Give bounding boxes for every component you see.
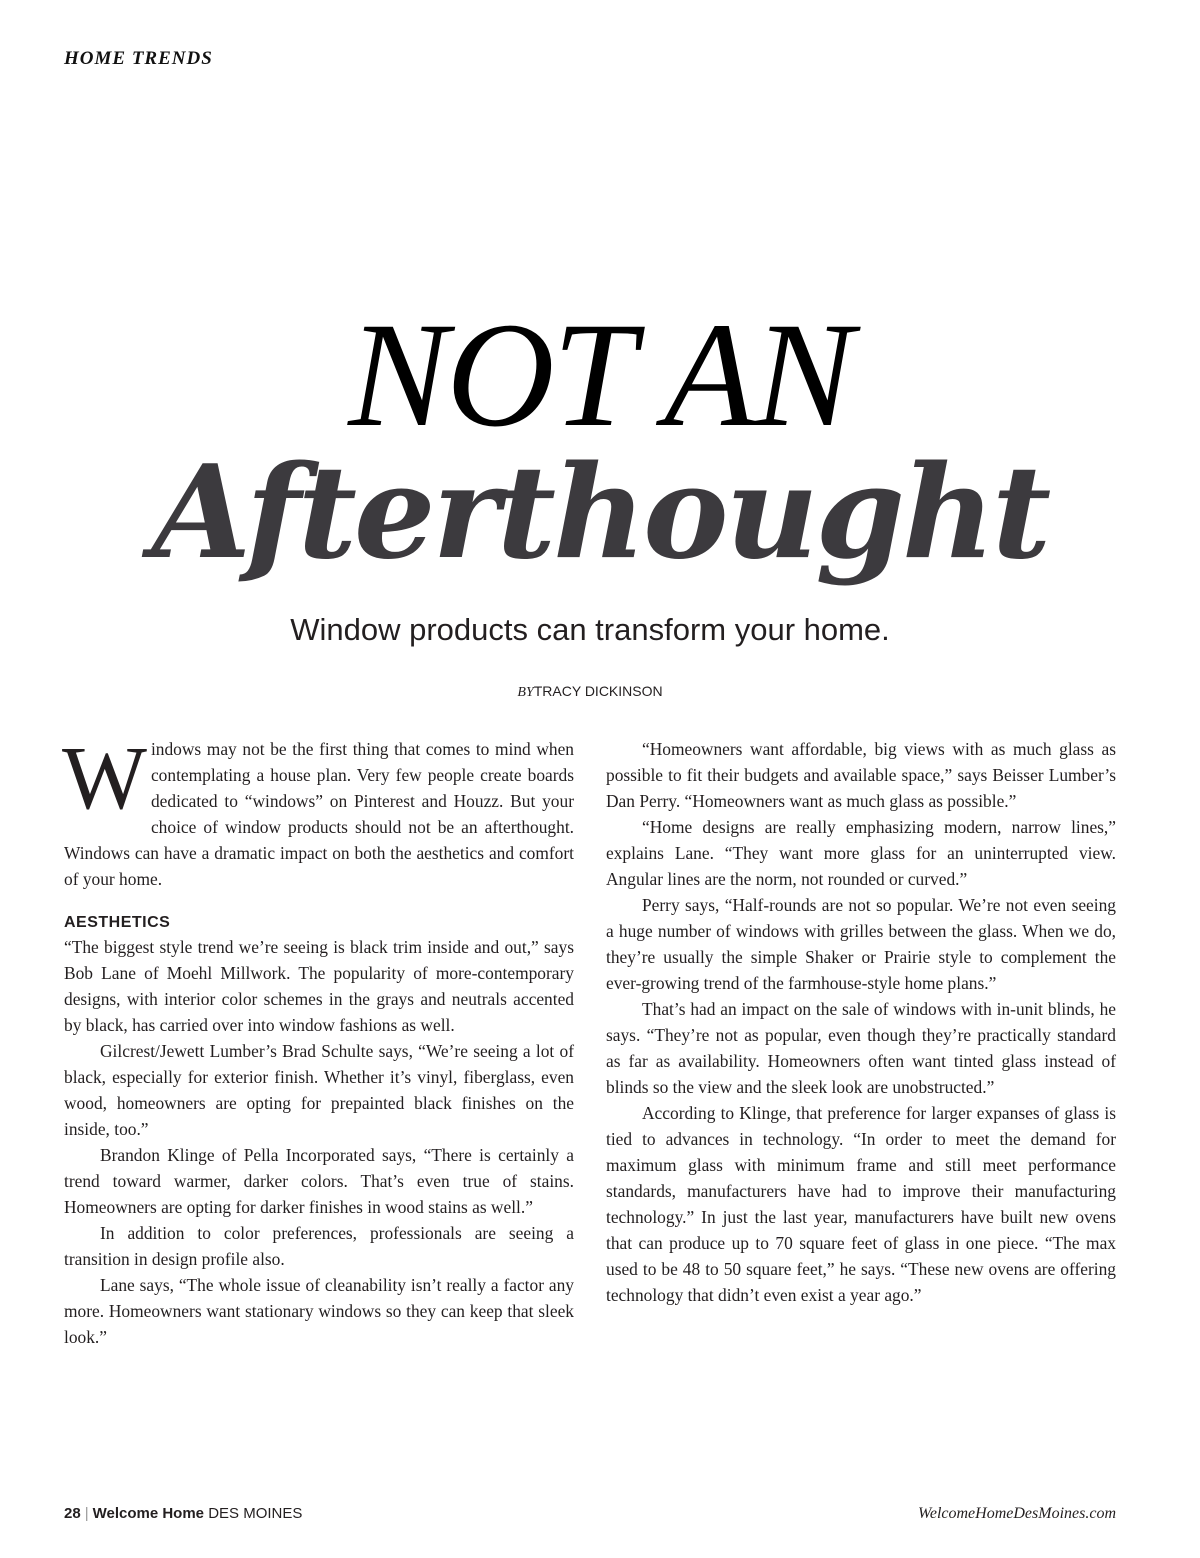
- left-column: [62, 729, 574, 1350]
- intro-paragraph: [62, 729, 574, 892]
- drop-cap: W: [62, 729, 147, 828]
- body-paragraph: According to Klinge, that preference for larger expanses of glass is tied to advances in technology. “In order to meet the demand for maximum glass with minimum frame and still meet performance standards, manufacturers have had to improve their manufacturing technology.” In just the last year, manufacturers have built new ovens that can produce up to 70 square feet of glass in one piece. “The max used to be 48 to 50 square feet,” he says. “These new ovens are offering technology that didn’t even exist a year ago.”: [606, 1103, 1116, 1305]
- footer-separator: |: [84, 1505, 89, 1522]
- body-paragraph: “Home designs are really emphasizing modern, narrow lines,” explains Lane. “They want more glass for an uninterrupted view. Angular lines are the norm, not rounded or curved.”: [606, 817, 1116, 889]
- title-line-2: Afterthought: [151, 438, 1049, 588]
- intro-text: indows may not be the first thing that comes to mind when contemplating a house plan. Very few people create boards dedicated to “windows” on Pinterest and Houzz. But your choice of window products should not be an afterthought. Windows can have a dramatic impact on both the aesthetics and comfort of your home.: [64, 739, 574, 889]
- footer-left: [64, 1505, 302, 1522]
- section-label: HOME TRENDS: [64, 48, 213, 69]
- body-paragraph: Lane says, “The whole issue of cleanability isn’t really a factor any more. Homeowners want stationary windows so they can keep that sleek look.”: [64, 1275, 574, 1347]
- body-paragraph: Gilcrest/Jewett Lumber’s Brad Schulte says, “We’re seeing a lot of black, especially for exterior finish. Whether it’s vinyl, fiberglass, even wood, homeowners are opting for prepainted black finishes on the inside, too.”: [64, 1041, 574, 1139]
- right-column: [606, 736, 1116, 1308]
- footer-website: WelcomeHomeDesMoines.com: [917, 1505, 1116, 1522]
- page-number: 28: [64, 1505, 81, 1522]
- body-paragraph: “Homeowners want affordable, big views with as much glass as possible to fit their budgets and available space,” says Beisser Lumber’s Dan Perry. “Homeowners want as much glass as possible.”: [606, 739, 1116, 811]
- magazine-name: Welcome Home: [92, 1505, 205, 1522]
- body-paragraph: Brandon Klinge of Pella Incorporated says, “There is certainly a trend toward warmer, darker colors. That’s even true of stains. Homeowners are opting for darker finishes in wood stains as well.”: [64, 1145, 574, 1217]
- body-paragraph: That’s had an impact on the sale of windows with in-unit blinds, he says. “They’re not as popular, even though they’re practically standard as far as availability. Homeowners often want tinted glass instead of blinds so the view and the sleek look are unobstructed.”: [606, 999, 1116, 1097]
- byline-author: TRACY DICKINSON: [533, 683, 663, 699]
- byline-prefix: BY: [517, 685, 534, 700]
- subtitle: Window products can transform your home.: [290, 612, 890, 647]
- byline: [0, 683, 1180, 701]
- body-paragraph: “The biggest style trend we’re seeing is black trim inside and out,” says Bob Lane of Moehl Millwork. The popularity of more-contemporary designs, with interior color schemes in the grays and neutrals accented by black, has carried over into window fashions as well.: [64, 937, 574, 1035]
- section-heading-aesthetics: AESTHETICS: [64, 914, 171, 931]
- body-paragraph: In addition to color preferences, professionals are seeing a transition in design profile also.: [64, 1223, 574, 1269]
- magazine-city: DES MOINES: [208, 1505, 303, 1522]
- title-line-1: NOT AN: [348, 292, 852, 458]
- body-paragraph: Perry says, “Half-rounds are not so popular. We’re not even seeing a huge number of windows with grilles between the glass. When we do, they’re usually the simple Shaker or Prairie style to complement the ever-growing trend of the farmhouse-style home plans.”: [606, 895, 1116, 993]
